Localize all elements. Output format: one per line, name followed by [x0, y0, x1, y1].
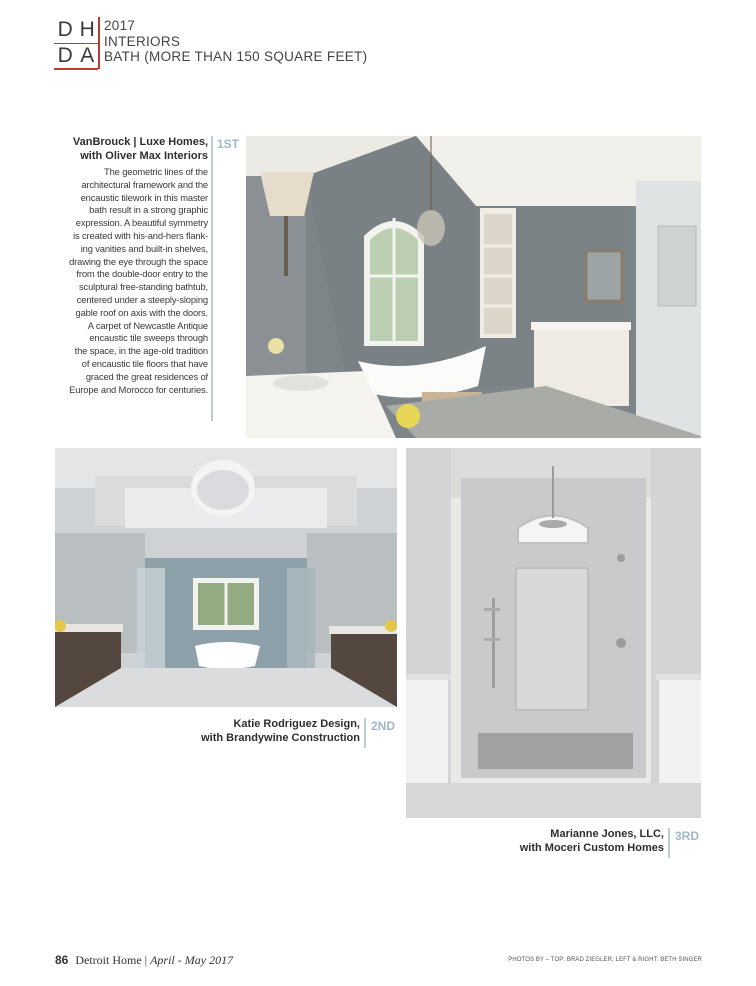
first-place-firm: VanBrouck | Luxe Homes,: [72, 136, 208, 148]
description-line: ing vanities and built-in shelves,: [80, 242, 208, 254]
logo-letter: H: [79, 18, 95, 41]
award-year: 2017: [104, 18, 136, 33]
description-line: expression. A beautiful symmetry: [75, 217, 208, 229]
description-line: the space, in the age-old tradition: [74, 345, 208, 357]
third-place-rule: [668, 828, 670, 858]
description-line: of encaustic tile floors that have: [81, 357, 208, 369]
issue-date: April - May 2017: [150, 953, 234, 967]
description-line: drawing the eye through the space: [69, 255, 208, 267]
description-line: centered under a steeply-sloping: [76, 293, 208, 305]
second-place-rule: [364, 718, 366, 748]
description-line: bath result in a strong graphic: [89, 204, 208, 216]
first-place-rank: 1ST: [217, 137, 240, 151]
description-line: The geometric lines of the: [104, 166, 208, 177]
first-place-photo: [246, 136, 701, 438]
award-header: [104, 18, 367, 65]
description-line: graced the great residences of: [85, 370, 208, 382]
description-line: is created with his-and-hers flank-: [73, 229, 208, 241]
third-place-rank: 3RD: [675, 829, 700, 843]
description-line: sculptural free-standing bathtub,: [79, 281, 208, 293]
first-place-collaborator: with Oliver Max Interiors: [80, 149, 208, 162]
first-place-caption: [54, 136, 208, 396]
description-line: from the double-door entry to the: [76, 268, 208, 280]
dhda-logo: [54, 17, 98, 69]
second-place-collaborator: with Brandywine Construction: [201, 731, 360, 744]
description-line: A carpet of Newcastle Antique: [87, 319, 208, 331]
description-line: gable roof on axis with the doors.: [75, 306, 208, 318]
third-place-caption: [450, 828, 664, 855]
third-place-collaborator: with Moceri Custom Homes: [519, 841, 664, 854]
photo-credits: PHOTOS BY – TOP: BRAD ZIEGLER; LEFT & RIGHT: BETH SINGER: [508, 957, 702, 963]
description-line: architectural framework and the: [81, 178, 208, 190]
description-line: encaustic tilework in this master: [80, 191, 208, 203]
second-place-rank: 2ND: [371, 719, 396, 733]
first-place-description: [54, 166, 208, 396]
page-number: 86: [55, 953, 69, 967]
logo-red-bar: [98, 17, 100, 69]
logo-letter: A: [80, 44, 94, 67]
second-place-photo: [55, 448, 397, 707]
second-place-firm: Katie Rodriguez Design,: [233, 718, 360, 730]
logo-letter: D: [57, 44, 73, 67]
third-place-firm: Marianne Jones, LLC,: [550, 828, 664, 840]
award-subcategory: BATH (MORE THAN 150 SQUARE FEET): [104, 49, 368, 64]
logo-letter: D: [57, 18, 73, 41]
second-place-caption: [150, 718, 360, 745]
logo-underline: [54, 68, 98, 70]
page-footer: [55, 953, 233, 968]
first-place-rule: [211, 136, 213, 421]
magazine-name: Detroit Home |: [75, 953, 148, 967]
award-category: INTERIORS: [104, 33, 181, 49]
third-place-photo: [406, 448, 701, 818]
description-line: Europe and Morocco for centuries.: [69, 383, 208, 395]
description-line: encaustic tile sweeps through: [89, 332, 208, 344]
